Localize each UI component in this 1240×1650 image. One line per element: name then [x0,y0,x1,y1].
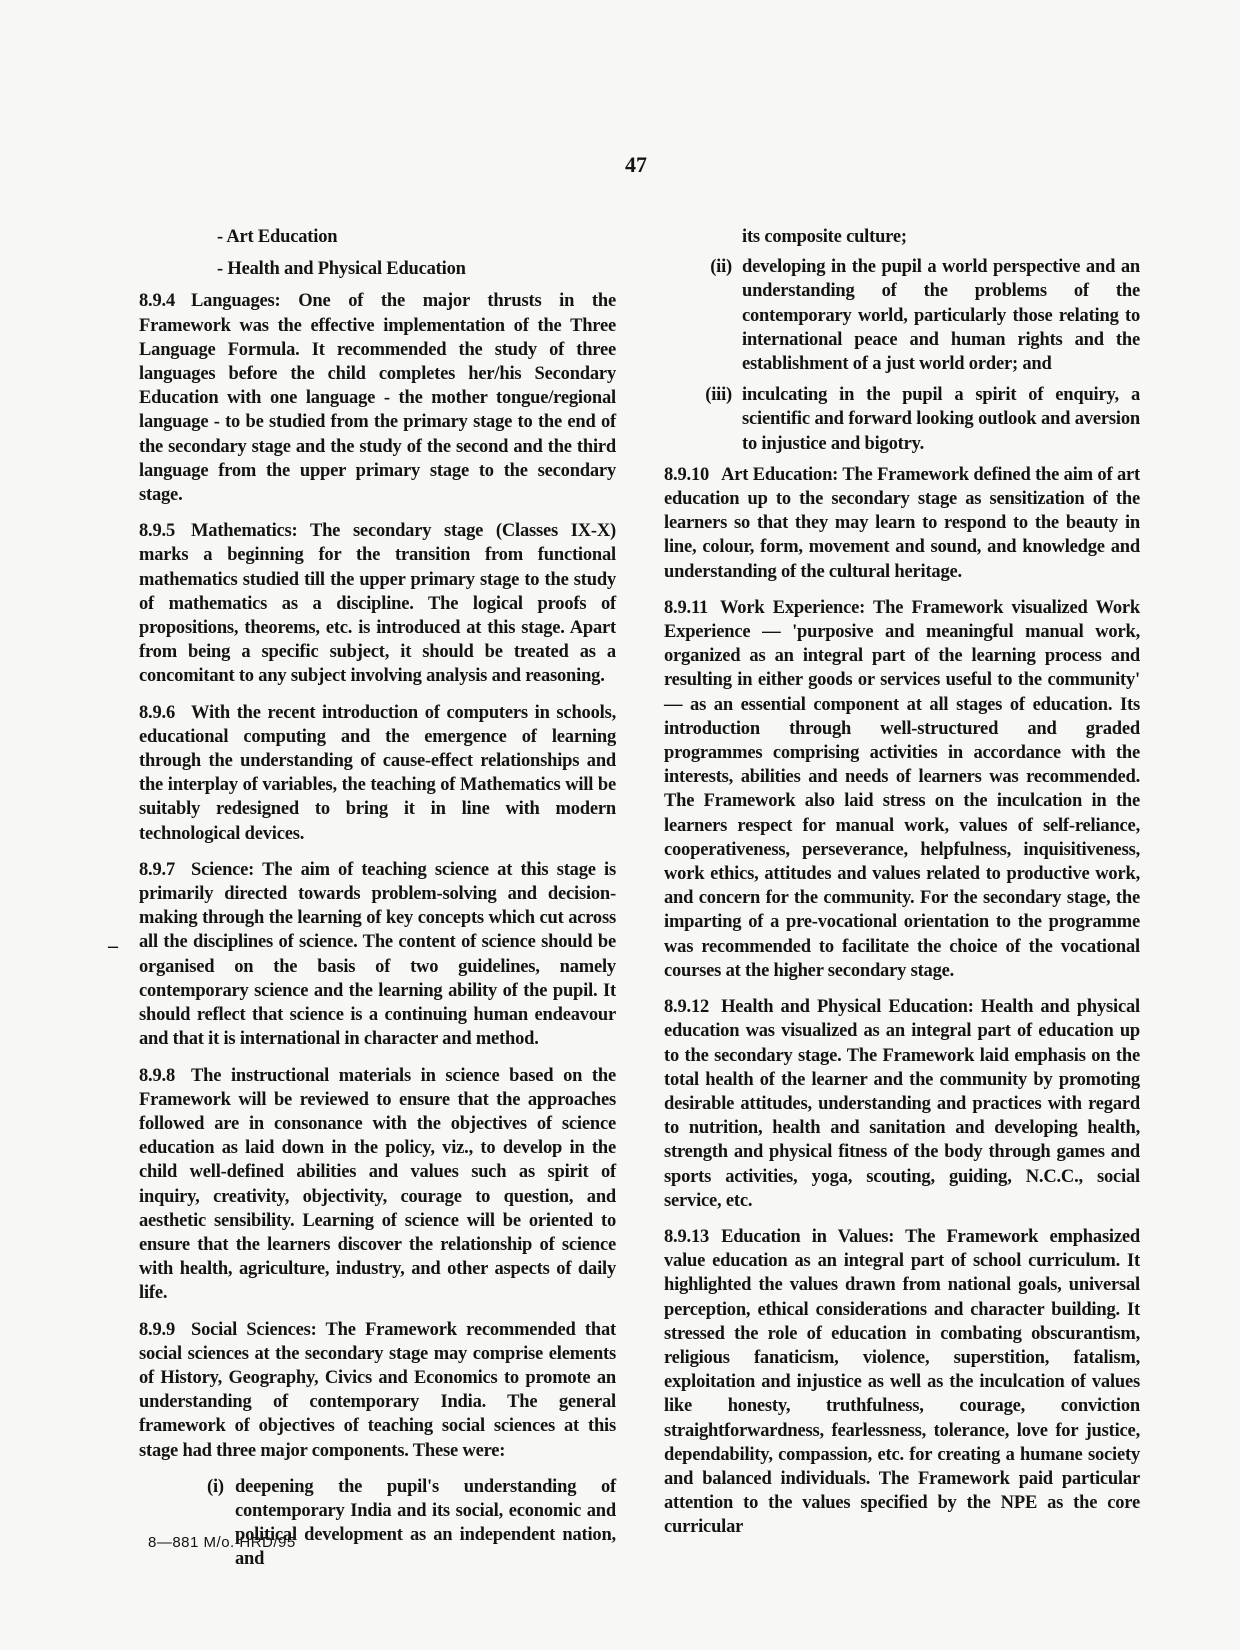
paragraph-8-9-11 [664,596,1140,983]
print-code-footer: 8—881 M/o. HRD/95 [148,1534,296,1551]
paragraph-text: Education in Values: The Framework emphasized value education as an integral part of school curriculum. It highlighted the values drawn from national goals, universal perception, ethical considerations and character building. It stressed the role of education in combating obscurantism, religious fanaticism, violence, superstition, fatalism, exploitation and injustice as well as the inculcation of values like honesty, truthfulness, courage, conviction straightforwardness, fearlessness, tolerance, love for justice, dependability, compassion, etc. for creating a humane society and balanced individuals. The Framework paid particular attention to the values specified by the NPE as the core curricular [664,1226,1140,1538]
list-item [139,1475,616,1572]
paragraph-8-9-6 [139,701,616,846]
paragraph-8-9-9 [139,1318,616,1463]
list-item [664,255,1140,376]
paragraph-8-9-5 [139,519,616,688]
paragraph-text: Social Sciences: The Framework recommended that social sciences at the secondary stage may comprise elements of History, Geography, Civics and Economics to promote an understanding of contemporary India. The general framework of objectives of teaching social sciences at this stage had three major components. These were: [139,1319,616,1461]
paragraph-text: Science: The aim of teaching science at this stage is primarily directed towards problem-solving and decision-making through the learning of key concepts which cut across all the disciplines of science. The content of science should be organised on the basis of two guidelines, namely contemporary science and the learning ability of the pupil. It should reflect that science is a continuing human endeavour and that it is international in character and method. [139,859,616,1050]
list-item-text: developing in the pupil a world perspective and an understanding of the problems of the contemporary world, particularly those relating to international peace and human rights and the establishment of a just world order; and [742,257,1140,375]
objectives-list [139,1475,616,1572]
paragraph-number: 8.9.8 [139,1065,176,1086]
paragraph-8-9-7 [139,858,616,1052]
paragraph-8-9-12 [664,995,1140,1213]
list-item [664,383,1140,456]
paragraph-number: 8.9.12 [664,997,710,1018]
paragraph-number: 8.9.11 [664,597,709,618]
bullet-item: - Art Education [217,227,338,247]
list-marker: (ii) [710,257,732,278]
paragraph-number: 8.9.5 [139,521,176,542]
paragraph-number: 8.9.10 [664,464,710,485]
list-marker: (i) [207,1476,224,1497]
paragraph-text: Health and Physical Education: Health and physical education was visualized as an integral part of education up to the secondary stage. The Framework laid emphasis on the total health of the learner and the community by promoting desirable attitudes, understanding and practices with regard to nutrition, health and sanitation and developing health, strength and physical fitness of the body through games and sports activities, yoga, scouting, guiding, N.C.C., social service, etc. [664,997,1140,1211]
paragraph-number: 8.9.13 [664,1226,710,1247]
margin-dash: – [108,935,118,957]
paragraph-number: 8.9.4 [139,291,176,312]
paragraph-text: Languages: One of the major thrusts in the Framework was the effective implementation of the Three Language Formula. It recommended the study of three languages before the child completes her/his Secondary Education with one language - the mother tongue/regional language - to be studied from the primary stage to the end of the secondary stage and the study of the second and the third language from the upper primary stage to the secondary stage. [139,291,616,506]
objectives-list-continued [664,255,1140,456]
paragraph-8-9-10 [664,463,1140,584]
paragraph-8-9-4 [139,289,616,507]
list-item-text: inculcating in the pupil a spirit of enquiry, a scientific and forward looking outlook and aversion to injustice and bigotry. [742,385,1140,454]
page-number: 47 [625,152,647,177]
paragraph-text: With the recent introduction of computers in schools, educational computing and the emergence of learning through the understanding of cause-effect relationships and the interplay of variables, the teaching of Mathematics will be suitably redesigned to bring it in line with modern technological devices. [139,702,616,844]
list-marker: (iii) [705,385,732,406]
paragraph-number: 8.9.7 [139,859,176,880]
paragraph-text: The instructional materials in science based on the Framework will be reviewed to ensure that the approaches followed are in consonance with the objectives of science education as laid down in the policy, viz., to develop in the child well-defined abilities and values such as spirit of inquiry, creativity, objectivity, courage to question, and aesthetic sensibility. Learning of science will be oriented to ensure that the learners discover the relationship of science with health, agriculture, industry, and other aspects of daily life. [139,1065,616,1304]
paragraph-8-9-13 [664,1225,1140,1540]
left-column [139,225,616,1579]
paragraph-text: Work Experience: The Framework visualized Work Experience — 'purposive and meaningful manual work, organized as an integral part of the learning process and resulting in either goods or services useful to the community' — as an essential component at all stages of education. Its introduction through well-structured and graded programmes comprising activities in accordance with the interests, abilities and needs of learners was recommended. The Framework also laid stress on the inculcation in the learners respect for manual work, values of self-reliance, cooperativeness, perseverance, helpfulness, inquisitiveness, work ethics, attitudes and values related to productive work, and concern for the community. For the secondary stage, the imparting of a pre-vocational orientation to the programme was recommended to facilitate the choice of the vocational courses at the higher secondary stage. [664,597,1140,981]
continued-text: its composite culture; [742,227,907,247]
paragraph-number: 8.9.6 [139,702,176,723]
paragraph-8-9-8 [139,1064,616,1306]
paragraph-text: Mathematics: The secondary stage (Classes IX-X) marks a beginning for the transition from functional mathematics studied till the upper primary stage to the study of mathematics as a discipline. The logical proofs of propositions, theorems, etc. is introduced at this stage. Apart from being a specific subject, it should be treated as a concomitant to any subject involving analysis and reasoning. [139,521,616,687]
right-column [664,225,1140,1552]
paragraph-number: 8.9.9 [139,1319,176,1340]
list-item-text: deepening the pupil's understanding of contemporary India and its social, economic and political development as an independent nation, and [235,1476,616,1570]
paragraph-text: Art Education: The Framework defined the aim of art education up to the secondary stage as sensitization of the learners so that they may learn to respond to the beauty in line, colour, form, movement and sound, and knowledge and understanding of the cultural heritage. [664,464,1140,582]
bullet-item: - Health and Physical Education [217,259,466,280]
